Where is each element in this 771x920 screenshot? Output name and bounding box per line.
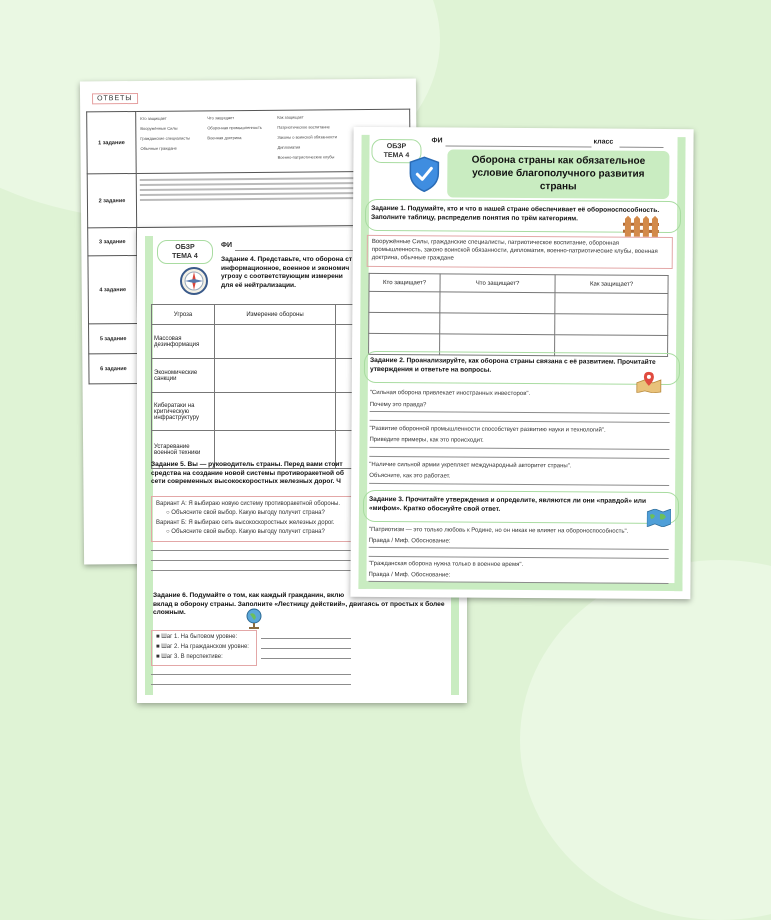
task-5-text: Задание 5. Вы — руководитель страны. Перед вами стоит средства на создание новой системы противоракетной об сети современных высокоскоростных железных дорог. Ч (151, 461, 344, 485)
table-header: Кто защищает? (369, 273, 440, 291)
class-label: класс (593, 138, 614, 146)
background-blob (520, 560, 771, 920)
answer-line[interactable] (261, 658, 351, 659)
fi-label: ФИ (431, 137, 443, 145)
statement-1: "Сильная оборона привлекает иностранных инвесторов". (369, 389, 531, 398)
variant-a-question: ○ Объясните свой выбор. Какую выгоду получит страна? (166, 510, 325, 516)
compass-icon (179, 266, 209, 296)
worksheet-tasks-1-3 (350, 127, 693, 599)
word-bank: Вооружённые Силы, гражданские специалисты, патриотическое воспитание, оборонная промышленность, законо воинской обязанности, дипломатия, военно-патриотические клубы, военная доктрина, обычные граждане (367, 235, 673, 269)
fence-icon (623, 215, 659, 237)
map-pin-icon (636, 371, 662, 393)
statement-3: "Наличие сильной армии укрепляет международный авторитет страны". (369, 461, 572, 470)
answer-row-label: 2 задание (87, 173, 136, 227)
table-header: Измерение обороны (215, 305, 336, 325)
answer-col-head: Как защищает (277, 114, 304, 120)
answer-line[interactable] (151, 570, 351, 571)
answer-line[interactable] (151, 560, 351, 561)
answer-item: Военно-патриотические клубы (277, 154, 335, 160)
answer-cell[interactable] (369, 312, 440, 333)
answer-cell[interactable] (440, 313, 555, 335)
task-6-text: Задание 6. Подумайте о том, как каждый гражданин, вклю вклад в оборону страны. Заполните «Лестницу действий», двигаясь от простых к более сложным. (153, 592, 445, 616)
answer-col-head: Что защищает (207, 115, 235, 121)
answer-line[interactable] (261, 638, 351, 639)
shield-icon (407, 155, 441, 193)
variant-b-question: ○ Объясните свой выбор. Какую выгоду получит страна? (166, 529, 325, 535)
threat-cell: Кибератаки на критическую инфраструктуру (152, 393, 215, 431)
answer-cell[interactable] (555, 293, 668, 315)
topic-badge: ОБЗР ТЕМА 4 (157, 240, 213, 264)
answer-line[interactable] (151, 684, 351, 685)
task-1-text: Задание 1. Подумайте, кто и что в нашей стране обеспечивает её обороноспособность. Заполните таблицу, распределив понятия по трём категориям. (370, 204, 660, 222)
globe-icon (245, 608, 263, 630)
answer-row-label: 6 задание (89, 353, 138, 383)
myth-statement-1: "Патриотизм — это только любовь к Родине, но он никак не влияет на обороноспособность". (368, 526, 629, 535)
variant-b: Вариант Б: Я выбираю сеть высокоскоростных железных дорог. (156, 520, 335, 526)
threat-cell: Экономические санкции (152, 359, 215, 393)
variants-box (151, 496, 363, 542)
myth-statement-2-prompt: Правда / Миф. Обоснование: (368, 571, 451, 579)
table-header: Что защищает? (440, 274, 555, 293)
answer-item: Обычные граждане (140, 145, 177, 151)
table-header: Угроза (152, 305, 215, 325)
answer-row-label: 4 задание (88, 255, 138, 323)
answer-line[interactable] (151, 674, 351, 675)
title-box (447, 149, 669, 199)
answer-col-head: Кто защищает (140, 115, 167, 121)
answer-cell[interactable] (215, 393, 336, 431)
page-title: Оборона страны как обязательное условие благополучного развития страны (471, 154, 646, 193)
answer-row-label: 1 задание (87, 111, 137, 173)
answer-item: Патриотическое воспитание (277, 124, 330, 130)
answer-row-label: 3 задание (88, 227, 137, 255)
steps-box (151, 630, 257, 666)
answer-item: Оборонная промышленность (207, 124, 262, 131)
answer-item: Военная доктрина (207, 135, 242, 141)
answer-cell[interactable] (440, 292, 555, 314)
table-header: Как защищает? (555, 275, 668, 294)
answer-item: Гражданские специалисты (140, 135, 190, 141)
step-2: ■ Шаг 2. На гражданском уровне: (156, 644, 249, 650)
answer-cell[interactable] (555, 314, 668, 336)
statement-2-question: Приведите примеры, как это происходит. (369, 436, 484, 444)
answer-cell[interactable] (215, 325, 336, 359)
step-1: ■ Шаг 1. На бытовом уровне: (156, 634, 238, 640)
world-map-icon (647, 509, 671, 527)
answer-cell[interactable] (369, 291, 440, 312)
task-2-text: Задание 2. Проанализируйте, как оборона страны связана с её развитием. Прочитайте утверждения и ответьте на вопросы. (369, 356, 656, 374)
myth-statement-2: "Гражданская оборона нужна только в военное время". (368, 560, 524, 569)
answer-cell[interactable] (215, 359, 336, 393)
fi-label: ФИ (221, 242, 233, 249)
answers-title: ОТВЕТЫ (92, 93, 138, 104)
statement-3-question: Объясните, как это работает. (369, 472, 451, 480)
statement-2: "Развитие оборонной промышленности способствует развитию науки и технологий". (369, 425, 606, 434)
threat-cell: Массовая дезинформация (152, 325, 215, 359)
step-3: ■ Шаг 3. В перспективе: (156, 654, 223, 660)
answer-line[interactable] (261, 648, 351, 649)
answer-line[interactable] (151, 550, 351, 551)
threat-cell: Устаревание военной техники (152, 431, 215, 469)
answer-item: Вооружённые Силы (140, 125, 178, 131)
myth-statement-1-prompt: Правда / Миф. Обоснование: (368, 537, 451, 545)
answer-row-label: 5 задание (89, 323, 138, 353)
statement-1-question: Почему это правда? (369, 401, 427, 409)
variant-a: Вариант А: Я выбираю новую систему противоракетной обороны. (156, 501, 341, 507)
defense-table (368, 273, 669, 357)
task-3-text: Задание 3. Прочитайте утверждения и определите, являются ли они «правдой» или «мифом». Кратко обоснуйте свой ответ. (368, 495, 647, 513)
answer-item: Дипломатия (277, 144, 301, 150)
task-4-text: Задание 4. Представьте, что оборона ст информационное, военное и экономич угрозу с соответствующим измерени для её нейтрализации. (221, 256, 353, 289)
answer-item: Законы о воинской обязанности (277, 134, 338, 140)
topic-badge: ОБЗР ТЕМА 4 (371, 139, 421, 163)
